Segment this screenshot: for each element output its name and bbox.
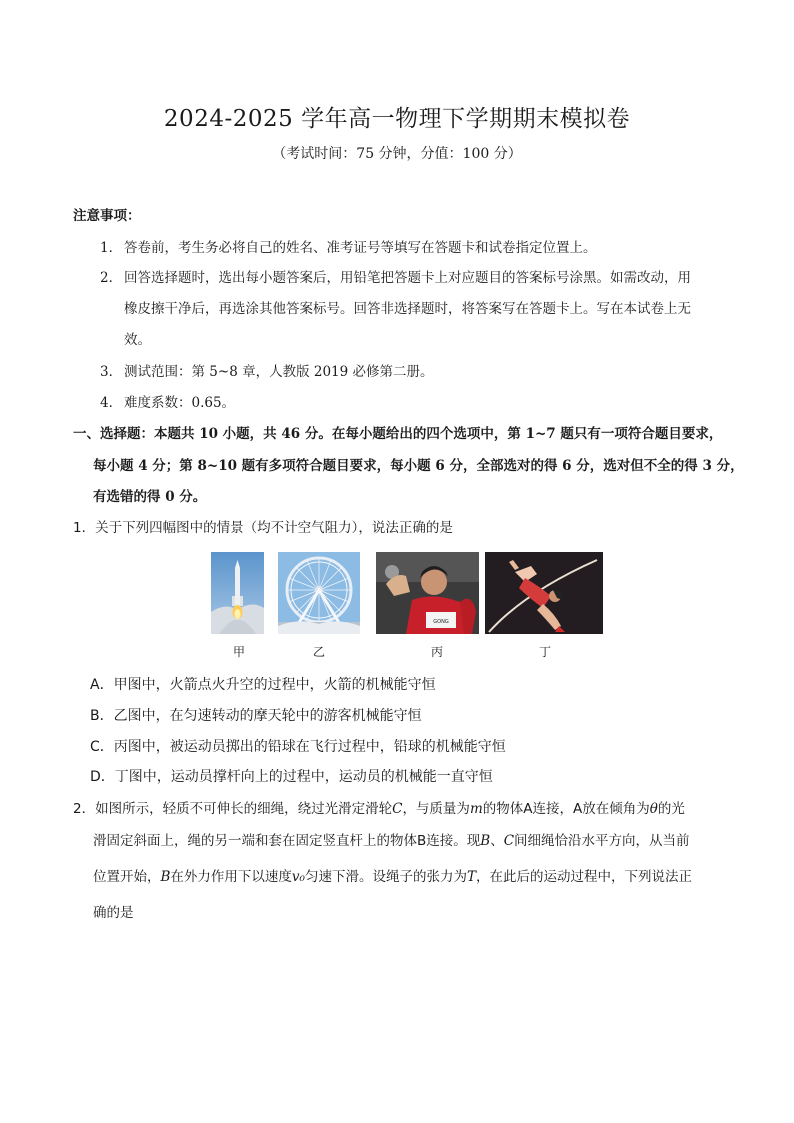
b-symbol: B — [480, 833, 491, 849]
note-item-1 — [100, 236, 597, 260]
exam-subtitle: （考试时间：75 分钟，分值：100 分） — [272, 146, 522, 162]
note-num: 3． — [100, 364, 123, 380]
note-num: 1． — [100, 240, 123, 256]
q2-text: 、 — [490, 833, 504, 849]
q1-stem: 1．关于下列四幅图中的情景（均不计空气阻力），说法正确的是 — [73, 520, 453, 536]
pulley-symbol: C — [392, 801, 403, 817]
section-instructions-line-1: 一、选择题：本题共 10 小题，共 46 分。在每小题给出的四个选项中，第 1~7 题只有一项符合题目要求， — [73, 426, 723, 442]
section-instructions-line-2: 每小题 4 分；第 8~10 题有多项符合题目要求，每小题 6 分，全部选对的得 6 分，选对但不全的得 3 分， — [93, 458, 744, 474]
q2-text: 间细绳恰沿水平方向，从当前 — [514, 833, 690, 849]
caption-bing: 丙 — [430, 645, 443, 659]
q2-text: 滑固定斜面上，绳的另一端和套在固定竖直杆上的物体B连接。现 — [93, 833, 481, 849]
q2-text: ，在此后的运动过程中，下列说法正 — [475, 869, 692, 885]
shot-put-image — [376, 552, 479, 634]
q1-option-b: B．乙图中，在匀速转动的摩天轮中的游客机械能守恒 — [90, 708, 422, 724]
q2-line-3 — [93, 865, 692, 889]
tension-symbol: T — [466, 869, 476, 885]
q2-text: 的物体A连接，A放在倾角为 — [482, 801, 650, 817]
section-instructions-line-3: 有选错的得 0 分。 — [93, 489, 207, 505]
notes-heading: 注意事项： — [73, 208, 141, 224]
velocity-symbol: v₀ — [291, 869, 305, 885]
q2-text: ，与质量为 — [402, 801, 470, 817]
note-item-2-line-2: 橡皮擦干净后，再选涂其他答案标号。回答非选择题时，将答案写在答题卡上。写在本试卷上无 — [124, 301, 691, 317]
mass-symbol: m — [469, 801, 483, 817]
note-item-2 — [100, 266, 691, 290]
q2-line-1 — [73, 797, 685, 821]
note-item-4 — [100, 391, 235, 415]
ferris-wheel-image — [278, 552, 360, 634]
q2-line-4: 确的是 — [93, 905, 134, 921]
b-symbol: B — [160, 869, 171, 885]
q1-figures — [0, 552, 794, 636]
note-text: 难度系数：0.65。 — [124, 395, 236, 411]
q1-option-a: A．甲图中，火箭点火升空的过程中，火箭的机械能守恒 — [90, 677, 436, 693]
note-text: 回答选择题时，选出每小题答案后，用铅笔把答题卡上对应题目的答案标号涂黑。如需改动，用 — [124, 270, 691, 286]
exam-title: 2024-2025 学年高一物理下学期期末模拟卷 — [163, 106, 631, 132]
c-symbol: C — [503, 833, 515, 849]
note-num: 4． — [100, 395, 123, 411]
rocket-launch-image — [211, 552, 264, 634]
theta-symbol: θ — [649, 801, 658, 817]
q2-line-2 — [93, 829, 690, 853]
caption-jia: 甲 — [232, 645, 245, 659]
note-text: 答卷前，考生务必将自己的姓名、准考证号等填写在答题卡和试卷指定位置上。 — [124, 240, 597, 256]
caption-yi: 乙 — [312, 645, 325, 659]
jersey-label: GONG — [433, 619, 449, 625]
pole-vault-image — [485, 552, 603, 634]
q2-text: 的光 — [657, 801, 685, 817]
q2-text: 位置开始， — [93, 869, 161, 885]
q2-text: 匀速下滑。设绳子的张力为 — [304, 869, 467, 885]
caption-ding: 丁 — [538, 645, 551, 659]
note-num: 2． — [100, 270, 123, 286]
q1-option-d: D．丁图中，运动员撑杆向上的过程中，运动员的机械能一直守恒 — [90, 769, 493, 785]
note-item-2-line-3: 效。 — [124, 332, 151, 348]
q2-text: 在外力作用下以速度 — [170, 869, 292, 885]
note-text: 测试范围：第 5~8 章，人教版 2019 必修第二册。 — [124, 364, 434, 380]
note-item-3 — [100, 360, 434, 384]
q2-text: 2．如图所示，轻质不可伸长的细绳，绕过光滑定滑轮 — [73, 801, 393, 817]
q1-option-c: C．丙图中，被运动员掷出的铅球在飞行过程中，铅球的机械能守恒 — [90, 739, 506, 755]
